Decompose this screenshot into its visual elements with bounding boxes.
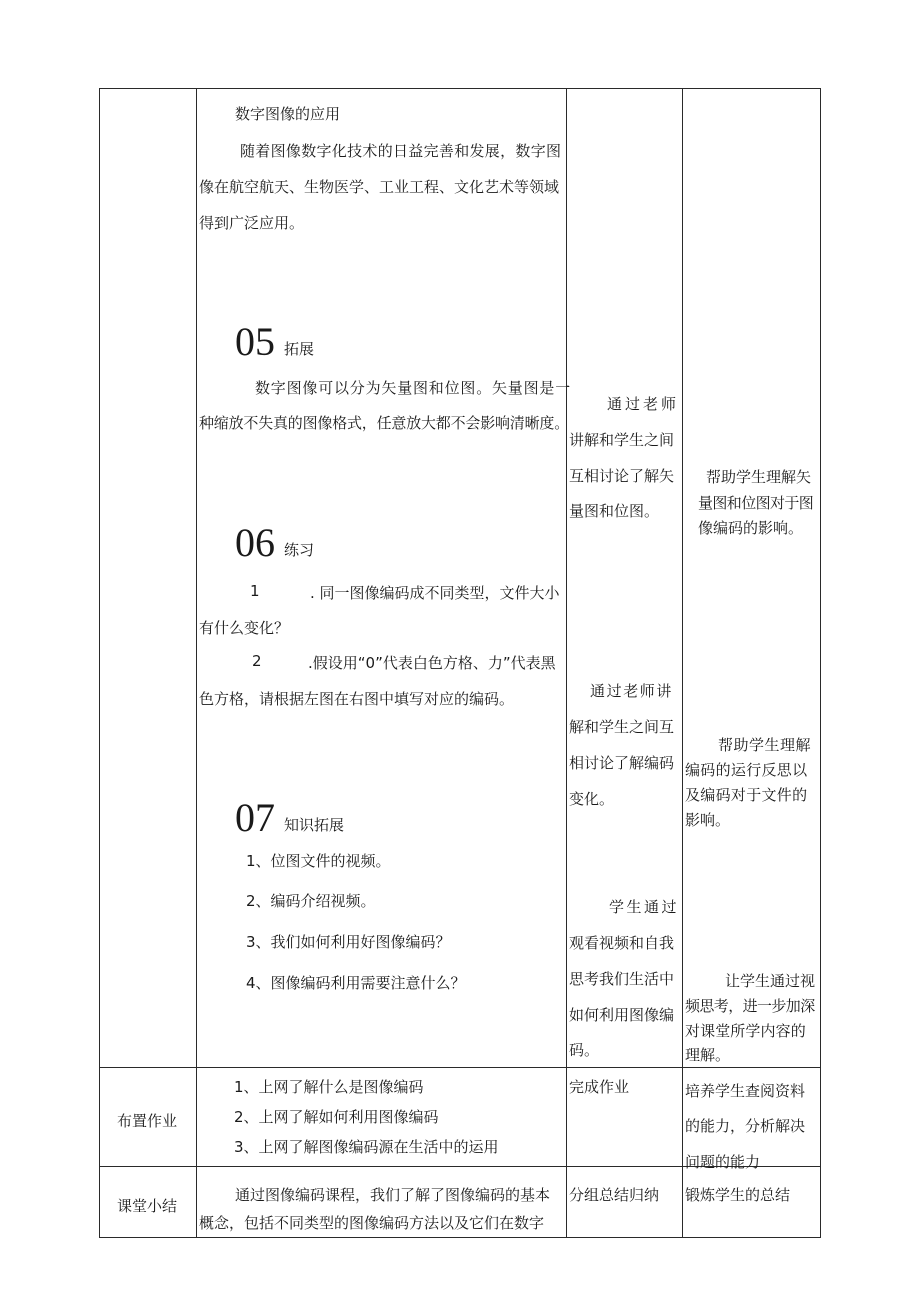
table-right-border: [820, 88, 821, 1238]
purpose-block-2-line: 编码的运行反思以: [685, 761, 808, 779]
homework-purpose-line: 问题的能力: [685, 1153, 761, 1171]
purpose-block-3-line: 频思考，进一步加深: [685, 997, 815, 1015]
column-divider-1: [196, 88, 197, 1238]
section-07-number: 07: [235, 795, 275, 840]
homework-purpose-line: 的能力，分析解决: [685, 1117, 806, 1135]
summary-content-line: 通过图像编码课程，我们了解了图像编码的基本: [235, 1186, 551, 1204]
row-divider-homework: [99, 1067, 821, 1068]
section-07-label: 知识拓展: [284, 816, 345, 834]
extension-item: 1、位图文件的视频。: [246, 852, 391, 870]
summary-purpose: 锻炼学生的总结: [685, 1186, 791, 1204]
homework-item: 2、上网了解如何利用图像编码: [234, 1108, 439, 1126]
section-04-paragraph-line: 得到广泛应用。: [199, 214, 305, 232]
section-06-number: 06: [235, 520, 275, 565]
section-04-paragraph-line: 像在航空航天、生物医学、工业工程、文化艺术等领域: [199, 178, 560, 196]
exercise-2-line: 色方格，请根据左图在右图中填写对应的编码。: [199, 690, 515, 708]
purpose-block-1-line: 帮助学生理解矢: [706, 468, 812, 486]
purpose-block-2-line: 影响。: [685, 811, 731, 829]
column-divider-2: [566, 88, 567, 1238]
section-05-label: 拓展: [284, 340, 315, 358]
exercise-2-number: 2: [252, 652, 262, 670]
student-block-1-line: 讲解和学生之间: [569, 431, 675, 449]
table-left-border: [99, 88, 100, 1238]
extension-item: 4、图像编码利用需要注意什么？: [246, 974, 466, 992]
table-bottom-border: [99, 1237, 821, 1238]
purpose-block-2-line: 帮助学生理解: [718, 736, 812, 754]
exercise-1-number: 1: [250, 582, 260, 600]
student-block-2-line: 变化。: [569, 790, 615, 808]
purpose-block-1-line: 像编码的影响。: [698, 519, 804, 537]
section-06-label: 练习: [284, 541, 315, 559]
homework-label: 布置作业: [117, 1112, 178, 1130]
summary-content-line: 概念，包括不同类型的图像编码方法以及它们在数字: [199, 1214, 545, 1232]
table-top-border: [99, 88, 821, 89]
purpose-block-1-line: 量图和位图对于图: [698, 494, 814, 512]
student-block-3-line: 观看视频和自我: [569, 934, 675, 952]
column-divider-3: [682, 88, 683, 1238]
section-05-paragraph-line: 数字图像可以分为矢量图和位图。矢量图是一: [255, 379, 572, 397]
student-block-2-line: 通过老师讲: [590, 682, 674, 700]
student-block-3-line: 思考我们生活中: [569, 970, 675, 988]
student-block-3-line: 码。: [569, 1041, 600, 1059]
student-block-1-line: 互相讨论了解矢: [569, 467, 675, 485]
homework-item: 3、上网了解图像编码源在生活中的运用: [234, 1138, 499, 1156]
section-04-title: 数字图像的应用: [235, 105, 341, 123]
student-block-3-line: 学生通过: [609, 898, 680, 916]
homework-item: 1、上网了解什么是图像编码: [234, 1078, 424, 1096]
purpose-block-3-line: 理解。: [685, 1046, 731, 1064]
extension-item: 3、我们如何利用好图像编码？: [246, 933, 451, 951]
student-block-3-line: 如何利用图像编: [569, 1006, 675, 1024]
extension-item: 2、编码介绍视频。: [246, 892, 376, 910]
homework-student-activity: 完成作业: [569, 1078, 630, 1096]
student-block-2-line: 解和学生之间互: [569, 718, 675, 736]
exercise-1-line: 有什么变化？: [199, 619, 290, 637]
student-block-1-line: 量图和位图。: [569, 502, 660, 520]
purpose-block-3-line: 对课堂所学内容的: [685, 1022, 806, 1040]
student-block-1-line: 通过老师: [607, 395, 680, 413]
purpose-block-3-line: 让学生通过视: [725, 972, 816, 990]
purpose-block-2-line: 及编码对于文件的: [685, 786, 808, 804]
section-05-paragraph-line: 种缩放不失真的图像格式，任意放大都不会影响清晰度。: [199, 414, 570, 432]
exercise-2-line: .假设用“0”代表白色方格、力”代表黑: [308, 654, 556, 672]
exercise-1-line: . 同一图像编码成不同类型，文件大小: [310, 584, 560, 602]
student-block-2-line: 相讨论了解编码: [569, 754, 675, 772]
summary-student-activity: 分组总结归纳: [569, 1186, 660, 1204]
section-04-paragraph-line: 随着图像数字化技术的日益完善和发展，数字图: [240, 142, 562, 160]
summary-label: 课堂小结: [117, 1197, 178, 1215]
homework-purpose-line: 培养学生查阅资料: [685, 1082, 806, 1100]
section-05-number: 05: [235, 319, 275, 364]
